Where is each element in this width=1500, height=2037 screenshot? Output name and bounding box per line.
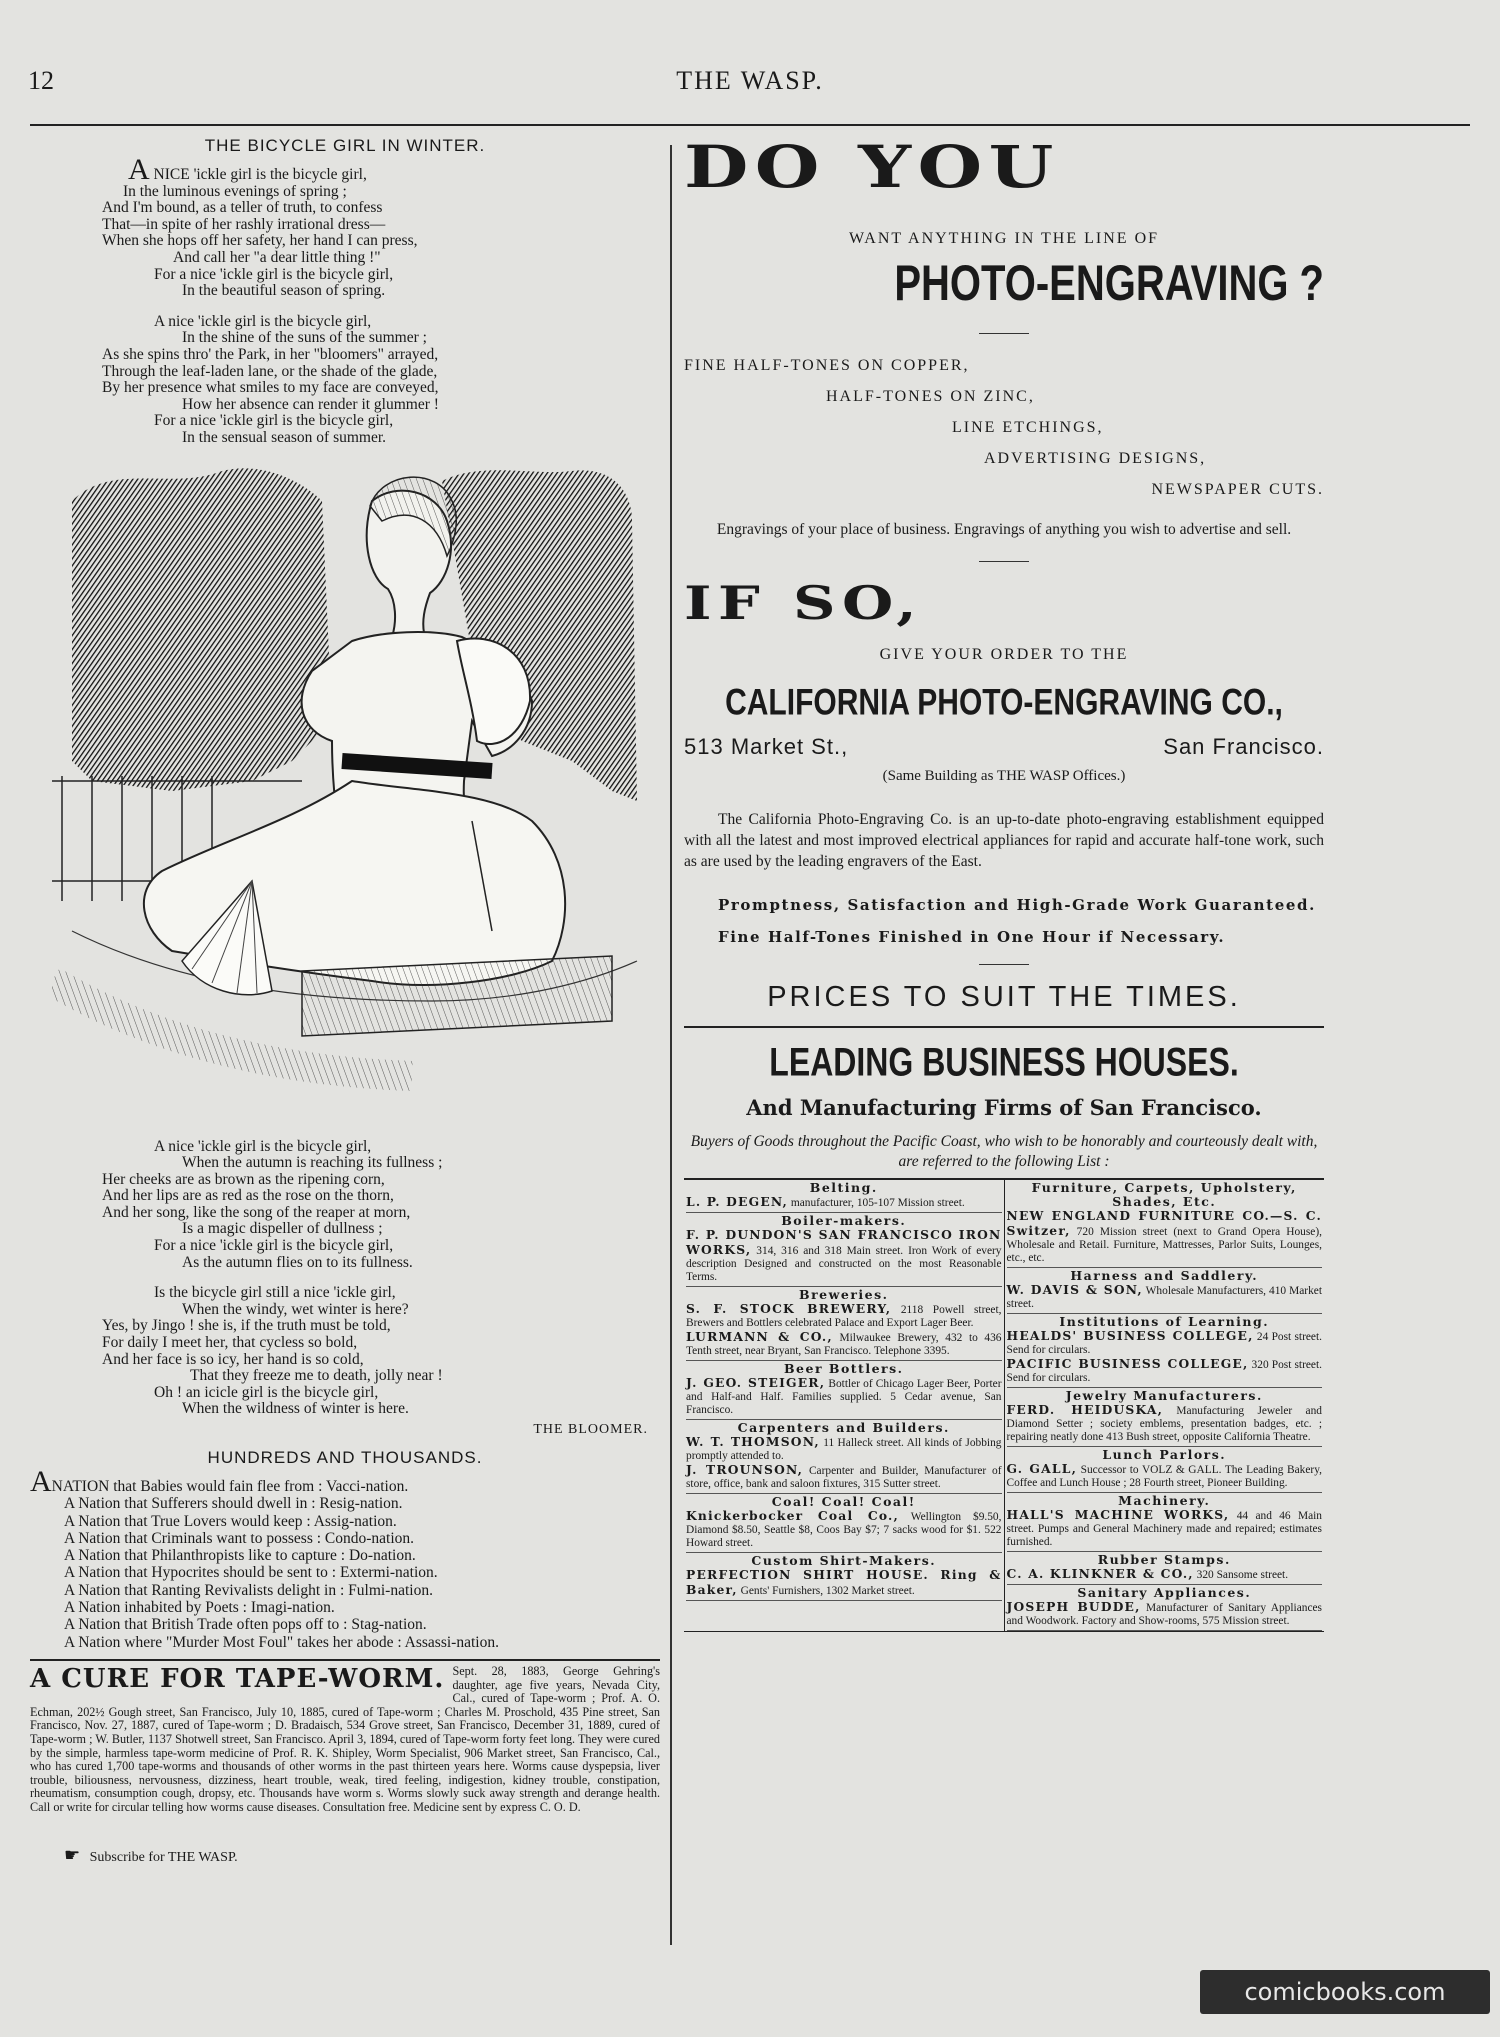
poem-line-text: For a nice 'ickle girl is the bicycle girl, xyxy=(154,265,394,283)
divider xyxy=(979,561,1029,562)
running-title: THE WASP. xyxy=(676,66,824,95)
poem-line-text: As she spins thro' the Park, in her "bloomers" arrayed, xyxy=(102,345,439,363)
directory-category-heading: Coal! Coal! Coal! xyxy=(771,1494,916,1509)
poem-line-text: When the wildness of winter is here. xyxy=(182,1400,409,1418)
directory-category-heading: Boiler-makers. xyxy=(781,1213,907,1228)
directory-entry xyxy=(686,1302,1002,1330)
directory-category xyxy=(686,1287,1002,1361)
poem-line xyxy=(30,413,660,430)
directory-entry xyxy=(1007,1283,1323,1311)
business-name: JOSEPH BUDDE, xyxy=(1006,1599,1141,1614)
directory-category xyxy=(1007,1180,1323,1268)
illustration-svg xyxy=(52,461,642,1131)
directory-category xyxy=(1007,1388,1323,1447)
directory-entry xyxy=(686,1463,1002,1491)
poem-line-text: For a nice 'ickle girl is the bicycle girl, xyxy=(154,1237,394,1255)
city-name: San Francisco. xyxy=(1163,734,1324,759)
directory-entry xyxy=(686,1376,1002,1417)
directory-category xyxy=(1007,1493,1323,1552)
watermark-badge: comicbooks.com xyxy=(1200,1970,1490,2014)
business-name: HALL'S MACHINE WORKS, xyxy=(1006,1507,1230,1522)
nation-line xyxy=(30,1513,660,1530)
poem-line-text: In the luminous evenings of spring ; xyxy=(123,182,347,200)
poem-line xyxy=(30,380,660,397)
poem-line-text: That—in spite of her rashly irrational dress— xyxy=(102,215,386,233)
business-details: 2118 Powell street, Brewers and Bottlers celebrated Palace and Export Lager Beer. xyxy=(686,1304,1002,1329)
directory-category-heading: Institutions of Learning. xyxy=(1059,1314,1270,1329)
directory-entry xyxy=(686,1195,1002,1210)
directory-category xyxy=(686,1213,1002,1287)
business-details: 314, 316 and 318 Main street. Iron Work of every description Designed and constructed on the most Reasonable Terms. xyxy=(686,1245,1002,1283)
poem-line-text: Her cheeks are as brown as the ripening corn, xyxy=(102,1170,385,1188)
business-details: Gents' Furnishers, 1302 Market street. xyxy=(737,1585,915,1597)
nation-list xyxy=(30,1465,660,1651)
business-name: FERD. HEIDUSKA, xyxy=(1006,1402,1164,1417)
company-address-row xyxy=(684,734,1324,760)
poem-line xyxy=(30,217,660,234)
directory-category-heading: Sanitary Appliances. xyxy=(1077,1585,1252,1600)
do-you-heading: DO YOU xyxy=(684,133,1060,201)
poem-line-text: Is a magic dispeller of dullness ; xyxy=(182,1220,383,1238)
service-item: HALF-TONES ON ZINC, xyxy=(826,388,1035,405)
tapeworm-ad-text: Sept. 28, 1883, George Gehring's daughter, age five years, Nevada City, Cal., cured of Tape-worm ; Prof. A. O. Echman, 202½ Gough street, San Francisco, July 10, 1885, cured of Tape-worm ; Charles M. Proschold, 435 Pine street, San Francisco, Nov. 27, 1887, cured of Tape-worm ; D. Bradaisch, 534 Grove street, San Francisco, December 31, 1889, cured of Tape-worm ; W. Butler, 1137 Shotwell street, San Francisco. April 3, 1894, cured of Tape-worm forty feet long. They were cured by the simple, harmless tape-worm medicine of Prof. R. K. Shipley, Worm Specialist, 906 Market street, San Francisco, Cal., who has cured 1,700 tape-worms and thousands of other worms in the past thirteen years here. Worms cause dyspepsia, liver trouble, biliousness, nervousness, dizziness, heart trouble, weak, tired feeling, indigestion, kidney trouble, constipation, rheumatism, consumption cough, dropsy, etc. Thousands have worm s. Worms slowly suck away strength and derange health. Call or write for circular telling how worms cause diseases. Consultation free. Medicine sent by express C. O. D. xyxy=(30,1663,660,1814)
nation-line xyxy=(30,1547,660,1564)
poem-line xyxy=(30,250,660,267)
service-item: LINE ETCHINGS, xyxy=(952,419,1104,436)
nation-line-text: A Nation that Ranting Revivalists delight in : Fulmi-nation. xyxy=(64,1581,433,1599)
business-name: NEW ENGLAND FURNITURE CO.—S. C. Switzer, xyxy=(1006,1208,1322,1238)
promptness-line: Promptness, Satisfaction and High-Grade Work Guaranteed. xyxy=(718,896,1316,914)
nation-line-text: A Nation that True Lovers would keep : Assig-nation. xyxy=(64,1512,397,1530)
poem-stanza xyxy=(30,1285,660,1418)
fine-half-tones-line: Fine Half-Tones Finished in One Hour if Necessary. xyxy=(718,928,1226,946)
directory-subtitle: And Manufacturing Firms of San Francisco. xyxy=(746,1095,1262,1120)
business-details: manufacturer, 105-107 Mission street. xyxy=(788,1197,965,1209)
poem-line-text: And her song, like the song of the reaper at morn, xyxy=(102,1203,411,1221)
business-details: 24 Post street. Send for circulars. xyxy=(1006,1331,1322,1356)
poem-line xyxy=(30,1285,660,1302)
want-line: WANT ANYTHING IN THE LINE OF xyxy=(848,230,1160,247)
business-name: G. GALL, xyxy=(1006,1461,1078,1476)
service-item: ADVERTISING DESIGNS, xyxy=(984,450,1207,467)
directory-intro: Buyers of Goods throughout the Pacific Coast, who wish to be honorably and courteously dealt with, are referred to the following List : xyxy=(690,1133,1318,1170)
directory-category-heading: Harness and Saddlery. xyxy=(1070,1268,1259,1283)
bicycle-girl-illustration xyxy=(52,461,642,1131)
business-directory xyxy=(684,1178,1324,1632)
left-column xyxy=(30,136,660,1866)
directory-category xyxy=(686,1553,1002,1601)
poem-line xyxy=(30,1205,660,1222)
business-name: J. TROUNSON, xyxy=(686,1462,804,1477)
divider xyxy=(979,333,1029,334)
nation-line-text: A Nation that Criminals want to possess : Condo-nation. xyxy=(64,1529,415,1547)
pointing-hand-icon: ☛ xyxy=(64,1844,81,1865)
directory-entry xyxy=(1007,1462,1323,1490)
poem-line xyxy=(30,1238,660,1255)
company-description: The California Photo-Engraving Co. is an up-to-date photo-engraving establishment equipped with all the latest and most improved electrical appliances for rapid and accurate half-tone work, such as are used by the leading engravers of the East. xyxy=(684,811,1324,870)
subscribe-text: Subscribe for THE WASP. xyxy=(89,1849,238,1865)
top-rule xyxy=(30,124,1470,126)
poem-line xyxy=(30,330,660,347)
service-item: NEWSPAPER CUTS. xyxy=(1151,481,1324,498)
poem-line-text: When the autumn is reaching its fullness ; xyxy=(182,1154,443,1172)
poem-line xyxy=(30,1221,660,1238)
directory-category xyxy=(686,1361,1002,1420)
directory-category-heading: Custom Shirt-Makers. xyxy=(751,1553,937,1568)
poem-line xyxy=(30,1401,660,1418)
directory-entry xyxy=(1007,1209,1323,1265)
poem-line xyxy=(30,153,660,186)
directory-entry xyxy=(1007,1600,1323,1628)
nation-line xyxy=(30,1616,660,1633)
directory-category-heading: Breweries. xyxy=(799,1287,889,1302)
directory-category xyxy=(1007,1552,1323,1585)
drop-cap: A xyxy=(128,153,150,186)
poem-line-text: In the beautiful season of spring. xyxy=(182,282,386,300)
directory-entry xyxy=(686,1568,1002,1598)
street-address: 513 Market St., xyxy=(684,734,849,759)
prices-line: PRICES TO SUIT THE TIMES. xyxy=(767,981,1241,1013)
directory-category xyxy=(1007,1585,1323,1631)
poem-title: THE BICYCLE GIRL IN WINTER. xyxy=(204,136,486,155)
directory-entry xyxy=(686,1330,1002,1358)
if-so-heading: IF SO, xyxy=(684,576,924,630)
poem-line-text: NICE 'ickle girl is the bicycle girl, xyxy=(149,166,367,183)
tapeworm-ad xyxy=(30,1659,660,1815)
business-details: 44 and 46 Main street. Pumps and General Machinery made and repaired; estimates furnished. xyxy=(1006,1510,1322,1548)
poem-stanza xyxy=(30,1139,660,1272)
poem-line-text: As the autumn flies on to its fullness. xyxy=(182,1253,413,1271)
directory-entry xyxy=(1007,1567,1323,1582)
nation-line xyxy=(30,1530,660,1547)
business-details: Wellington $9.50, Diamond $8.50, Seattle $8, Coos Bay $7; 7 sacks wood for $1. 522 Howard street. xyxy=(686,1511,1002,1549)
poem-line xyxy=(30,1318,660,1335)
poem-line xyxy=(30,267,660,284)
company-name: CALIFORNIA PHOTO-ENGRAVING CO., xyxy=(725,681,1283,723)
divider xyxy=(979,964,1029,965)
business-details: Milwaukee Brewery, 432 to 436 Tenth street, near Bryant, San Francisco. Telephone 3395. xyxy=(686,1332,1002,1357)
directory-category xyxy=(1007,1314,1323,1388)
business-name: PERFECTION SHIRT HOUSE. Ring & Baker, xyxy=(686,1567,1002,1597)
business-name: HEALDS' BUSINESS COLLEGE, xyxy=(1006,1328,1254,1343)
directory-right-column xyxy=(1005,1180,1325,1631)
poem-line-text: For a nice 'ickle girl is the bicycle girl, xyxy=(154,412,394,430)
directory-entry xyxy=(1007,1508,1323,1549)
poem-line xyxy=(30,364,660,381)
directory-category-heading: Machinery. xyxy=(1118,1493,1211,1508)
nation-line xyxy=(30,1582,660,1599)
nation-line-text: A Nation inhabited by Poets : Imagi-nation. xyxy=(64,1599,335,1617)
poem-line xyxy=(30,1352,660,1369)
business-name: S. F. STOCK BREWERY, xyxy=(686,1301,892,1316)
poem-line-text: When she hops off her safety, her hand I can press, xyxy=(102,232,418,250)
poem-line xyxy=(30,1172,660,1189)
nation-line-text: A Nation that Philanthropists like to capture : Do-nation. xyxy=(64,1547,416,1565)
nation-line xyxy=(30,1634,660,1651)
right-column xyxy=(684,133,1324,1632)
business-name: C. A. KLINKNER & CO., xyxy=(1006,1566,1194,1581)
business-name: L. P. DEGEN, xyxy=(686,1194,789,1209)
directory-category xyxy=(1007,1268,1323,1314)
poem-line-text: For daily I meet her, that cycless so bold, xyxy=(102,1334,358,1352)
poem-line xyxy=(30,1368,660,1385)
business-name: J. GEO. STEIGER, xyxy=(686,1375,826,1390)
business-details: 11 Halleck street. All kinds of Jobbing promptly attended to. xyxy=(686,1437,1002,1462)
poem-line xyxy=(30,1255,660,1272)
nation-line xyxy=(30,1465,660,1498)
directory-entry xyxy=(1007,1357,1323,1385)
tapeworm-ad-heading: A CURE FOR TAPE-WORM. xyxy=(30,1663,445,1694)
photo-engraving-heading: PHOTO-ENGRAVING ? xyxy=(894,256,1324,312)
nation-line-text: A Nation that Hypocrites should be sent to : Extermi-nation. xyxy=(64,1564,438,1582)
poem-line-text: By her presence what smiles to my face are conveyed, xyxy=(102,379,439,397)
poem-line-text: Oh ! an icicle girl is the bicycle girl, xyxy=(154,1383,379,1401)
poem-line-text: In the shine of the suns of the summer ; xyxy=(182,329,427,347)
poem-line xyxy=(30,233,660,250)
poem-line xyxy=(30,397,660,414)
directory-left-column xyxy=(684,1180,1005,1631)
nation-line xyxy=(30,1599,660,1616)
nation-line xyxy=(30,1495,660,1512)
directory-category-heading: Carpenters and Builders. xyxy=(737,1420,950,1435)
poem-line xyxy=(30,1335,660,1352)
poem-line-text: And her face is so icy, her hand is so cold, xyxy=(102,1350,364,1368)
poem-line-text: Is the bicycle girl still a nice 'ickle girl, xyxy=(154,1284,396,1302)
directory-category xyxy=(686,1420,1002,1494)
poem-line xyxy=(30,283,660,300)
poem-line xyxy=(30,1385,660,1402)
nation-line-text: NATION that Babies would fain flee from : Vacci-nation. xyxy=(51,1478,409,1495)
poem-line-text: In the sensual season of summer. xyxy=(182,428,387,446)
directory-title: LEADING BUSINESS HOUSES. xyxy=(769,1039,1239,1085)
nation-title: HUNDREDS AND THOUSANDS. xyxy=(207,1448,483,1467)
give-order-line: GIVE YOUR ORDER TO THE xyxy=(879,646,1129,663)
poem-line xyxy=(30,1155,660,1172)
poem-signature: THE BLOOMER. xyxy=(533,1422,648,1437)
directory-category-heading: Beer Bottlers. xyxy=(783,1361,904,1376)
poem-line-text: And her lips are as red as the rose on the thorn, xyxy=(102,1187,394,1205)
business-name: W. T. THOMSON, xyxy=(686,1434,820,1449)
poem-line xyxy=(30,184,660,201)
poem-line-text: Yes, by Jingo ! she is, if the truth must be told, xyxy=(102,1317,391,1335)
engravings-text: Engravings of your place of business. Engravings of anything you wish to advertise and sell. xyxy=(716,521,1292,538)
poem-line xyxy=(30,1188,660,1205)
nation-line-text: A Nation that Sufferers should dwell in : Resig-nation. xyxy=(64,1495,403,1513)
business-name: PACIFIC BUSINESS COLLEGE, xyxy=(1006,1356,1249,1371)
poem-stanza xyxy=(30,314,660,447)
business-name: W. DAVIS & SON, xyxy=(1006,1282,1143,1297)
nation-line-text: A Nation where "Murder Most Foul" takes her abode : Assassi-nation. xyxy=(64,1633,499,1651)
poem-line-text: And call her "a dear little thing !" xyxy=(173,248,381,266)
business-details: 320 Sansome street. xyxy=(1193,1569,1289,1581)
poem-stanza xyxy=(30,153,660,300)
directory-category-heading: Lunch Parlors. xyxy=(1102,1447,1227,1462)
poem-line-text: How her absence can render it glummer ! xyxy=(182,395,439,413)
poem-line xyxy=(30,1139,660,1156)
directory-category-heading: Jewelry Manufacturers. xyxy=(1065,1388,1263,1403)
poem-line-text: That they freeze me to death, jolly near ! xyxy=(190,1367,443,1385)
poem-line xyxy=(30,430,660,447)
directory-category-heading: Furniture, Carpets, Upholstery, Shades, Etc. xyxy=(1031,1180,1297,1209)
business-details: Manufacturer of Sanitary Appliances and Woodwork. Factory and Show-rooms, 575 Mission street. xyxy=(1006,1602,1322,1627)
poem-line-text: When the windy, wet winter is here? xyxy=(182,1300,409,1318)
business-name: Knickerbocker Coal Co., xyxy=(686,1508,900,1523)
poem-line xyxy=(30,1302,660,1319)
poem-line-text: A nice 'ickle girl is the bicycle girl, xyxy=(154,1137,372,1155)
directory-category xyxy=(1007,1447,1323,1493)
directory-category-heading: Belting. xyxy=(809,1180,878,1195)
business-name: LURMANN & CO., xyxy=(686,1329,833,1344)
business-details: Successor to VOLZ & GALL. The Leading Bakery, Coffee and Lunch House ; 28 Fourth street, Pioneer Building. xyxy=(1006,1464,1322,1489)
page-number: 12 xyxy=(28,66,54,95)
business-details: 320 Post street. Send for circulars. xyxy=(1006,1359,1322,1384)
poem-line xyxy=(30,314,660,331)
same-building-note: (Same Building as THE WASP Offices.) xyxy=(882,768,1126,784)
business-details: Bottler of Chicago Lager Beer, Porter and Half-and Half. Families supplied. 5 Cedar avenue, San Francisco. xyxy=(686,1378,1002,1416)
directory-category-heading: Rubber Stamps. xyxy=(1097,1552,1231,1567)
directory-entry xyxy=(686,1435,1002,1463)
business-name: F. P. DUNDON'S SAN FRANCISCO IRON WORKS, xyxy=(686,1227,1002,1257)
nation-line xyxy=(30,1564,660,1581)
business-details: Wholesale Manufacturers, 410 Market street. xyxy=(1006,1285,1322,1310)
poem-line xyxy=(30,200,660,217)
directory-entry xyxy=(1007,1403,1323,1444)
poem-line-text: A nice 'ickle girl is the bicycle girl, xyxy=(154,312,372,330)
directory-category xyxy=(686,1494,1002,1553)
section-rule xyxy=(684,1026,1324,1028)
services-list xyxy=(684,350,1324,505)
directory-entry xyxy=(686,1509,1002,1550)
service-item: FINE HALF-TONES ON COPPER, xyxy=(684,357,970,374)
subscribe-note xyxy=(30,1845,660,1866)
directory-entry xyxy=(686,1228,1002,1284)
poem-line xyxy=(30,347,660,364)
column-rule xyxy=(670,145,672,1945)
directory-category xyxy=(686,1180,1002,1213)
directory-entry xyxy=(1007,1329,1323,1357)
poem-line-text: Through the leaf-laden lane, or the shade of the glade, xyxy=(102,362,438,380)
poem-line-text: And I'm bound, as a teller of truth, to confess xyxy=(102,199,383,217)
drop-cap: A xyxy=(30,1465,52,1498)
nation-line-text: A Nation that British Trade often pops off to : Stag-nation. xyxy=(64,1616,427,1634)
business-details: Carpenter and Builder, Manufacturer of store, office, bank and saloon fixtures, 315 Sutter street. xyxy=(686,1465,1002,1490)
business-details: Manufacturing Jeweler and Diamond Setter ; society emblems, presentation badges, etc. ; repairing neatly done 413 Bush street, opposite California Theatre. xyxy=(1006,1405,1322,1443)
business-details: 720 Mission street (next to Grand Opera House), Wholesale and Retail. Furniture, Mattresses, Parlor Suits, Lounges, etc., etc. xyxy=(1006,1226,1322,1264)
